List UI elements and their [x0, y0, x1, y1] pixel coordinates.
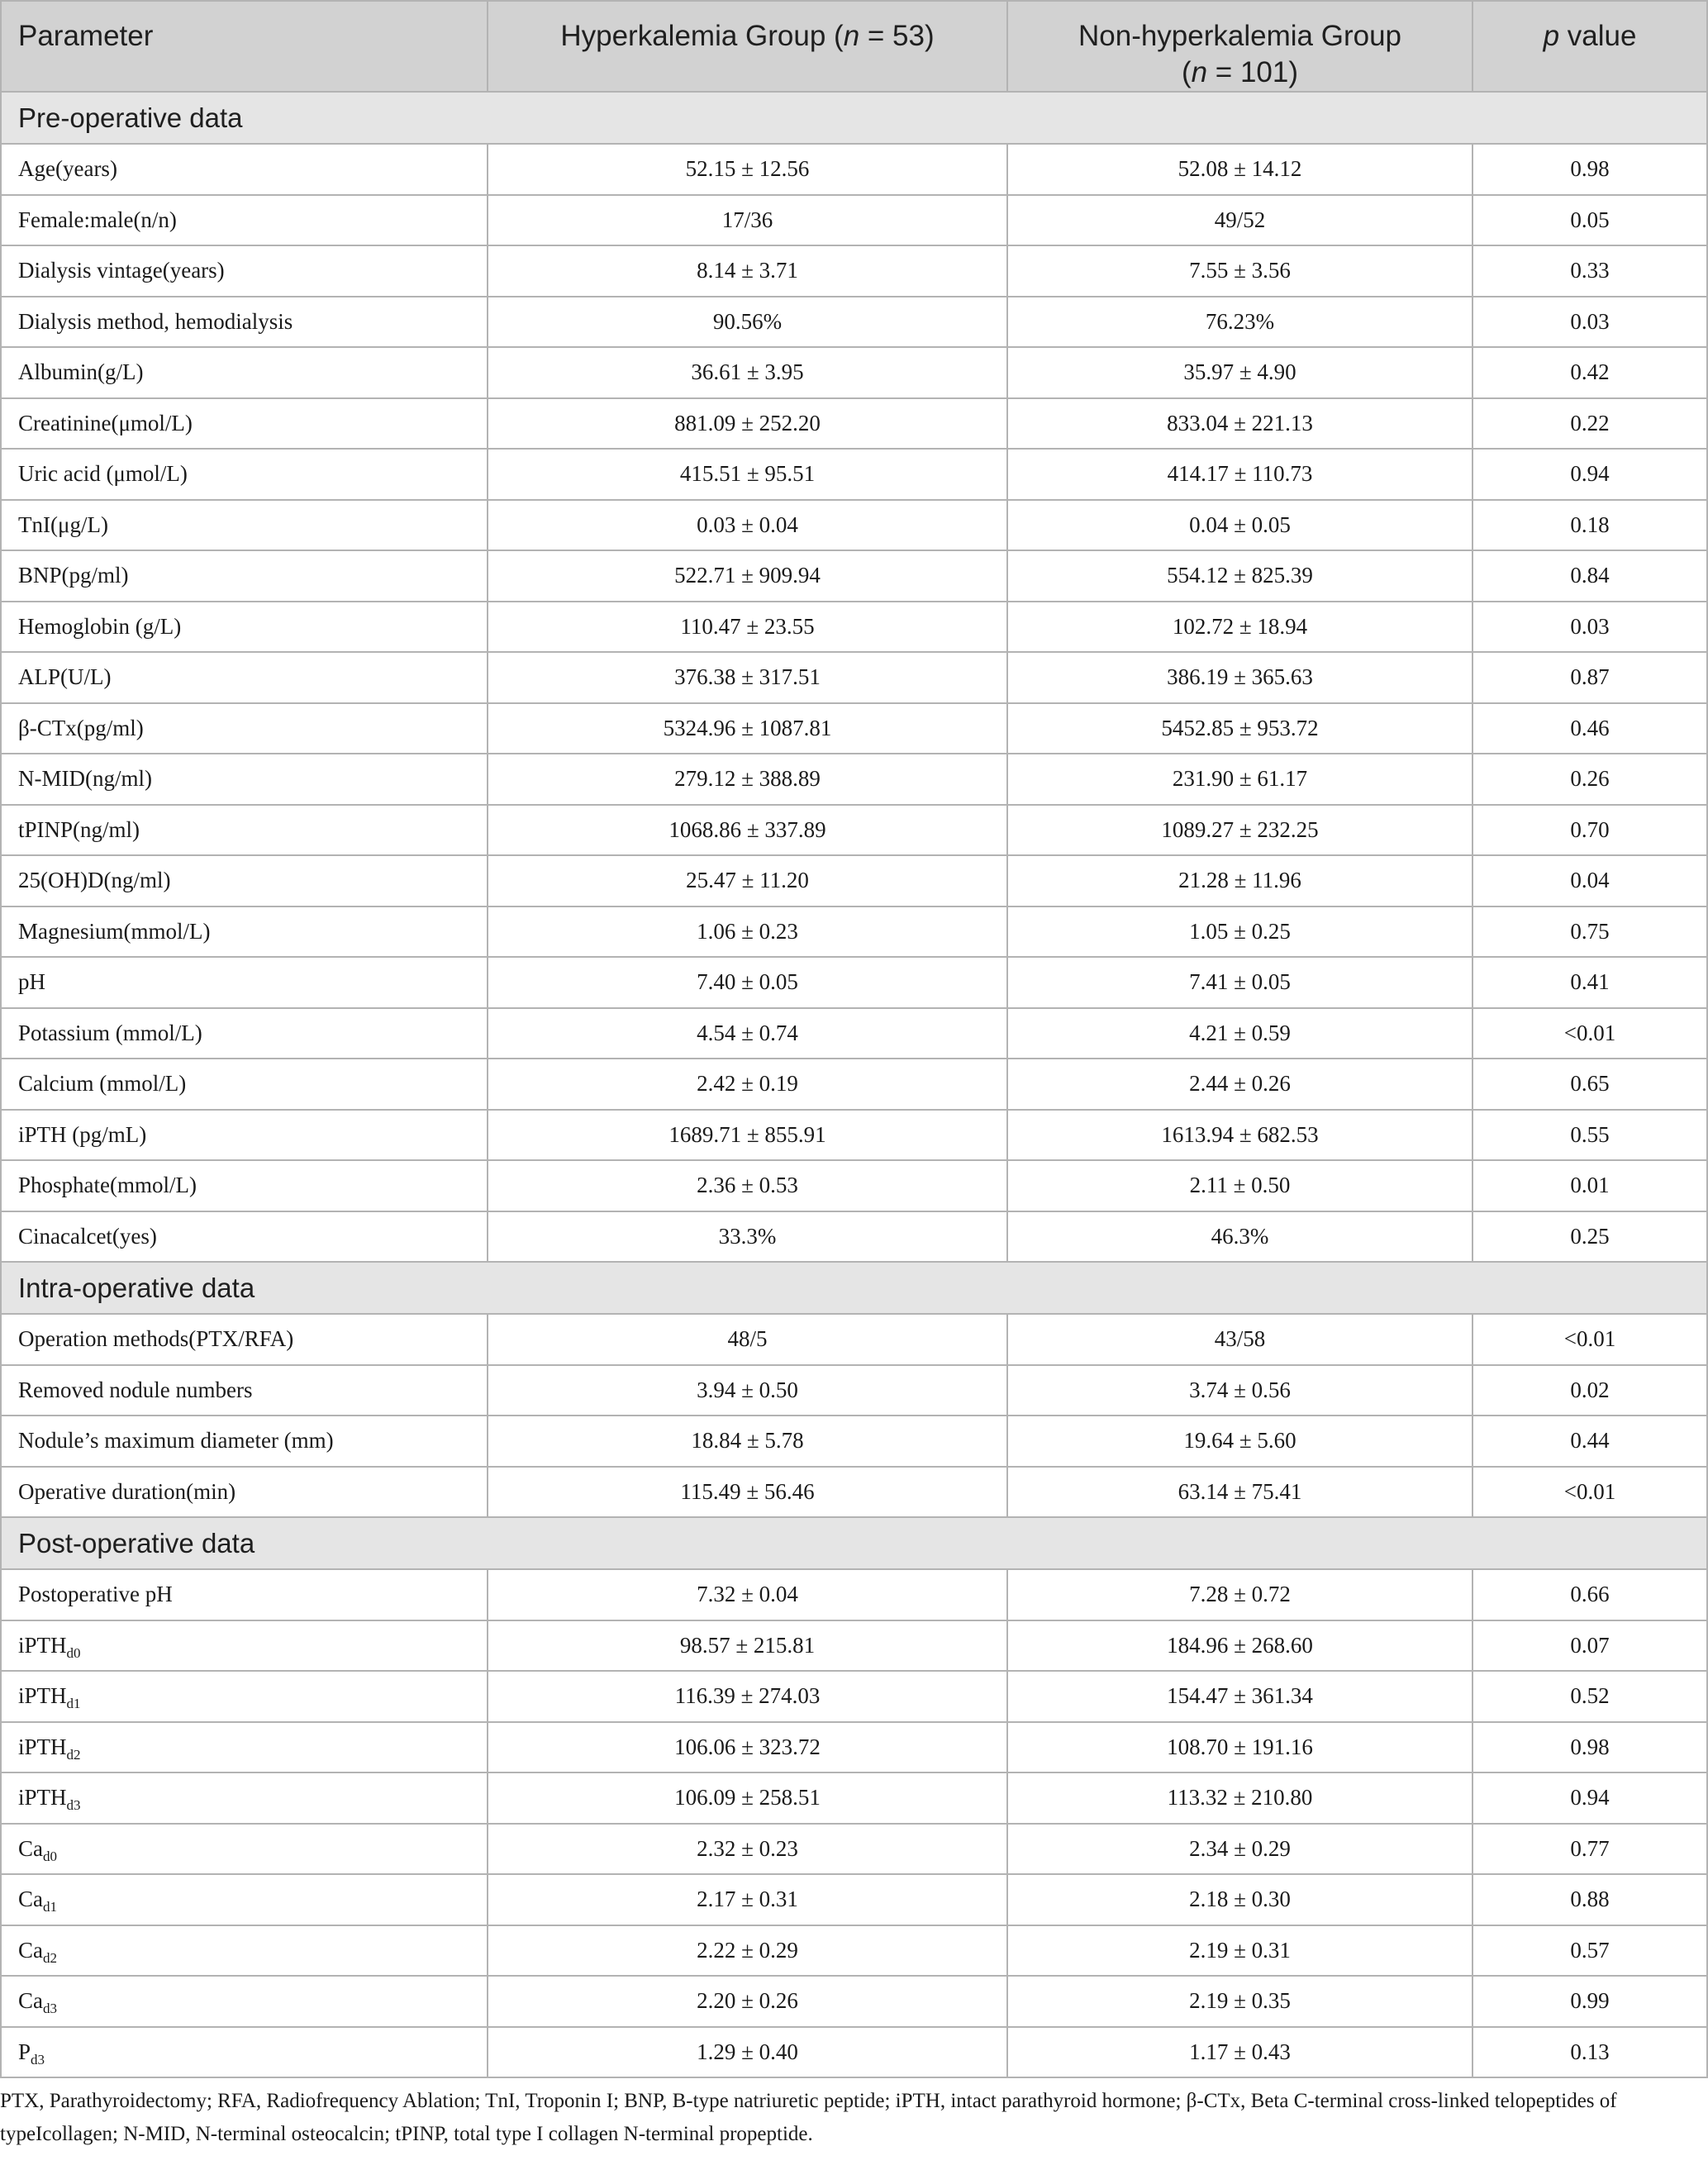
p-value-cell: 0.02 [1472, 1365, 1707, 1416]
non-hyperkalemia-value-cell: 2.19 ± 0.31 [1007, 1925, 1472, 1977]
hyperkalemia-value-cell: 0.03 ± 0.04 [488, 500, 1007, 551]
p-value-cell: 0.66 [1472, 1569, 1707, 1620]
parameter-name: N-MID(ng/ml) [18, 766, 152, 792]
non-hyperkalemia-value-cell: 113.32 ± 210.80 [1007, 1772, 1472, 1824]
hyperkalemia-value-cell: 7.40 ± 0.05 [488, 957, 1007, 1008]
non-hyperkalemia-value-cell: 63.14 ± 75.41 [1007, 1467, 1472, 1518]
p-value-cell: 0.44 [1472, 1416, 1707, 1467]
p-value-cell: 0.01 [1472, 1160, 1707, 1211]
parameter-name: β-CTx(pg/ml) [18, 715, 144, 740]
parameter-name: Ca [18, 1937, 43, 1963]
table-row [1, 245, 1707, 297]
parameter-cell [1, 957, 488, 1008]
header-nonhyper-prefix: ( [1181, 56, 1192, 88]
table-row [1, 1467, 1707, 1518]
non-hyperkalemia-value-cell: 19.64 ± 5.60 [1007, 1416, 1472, 1467]
section-header-row [1, 92, 1707, 144]
header-p-symbol: p [1543, 20, 1560, 52]
hyperkalemia-value-cell: 90.56% [488, 297, 1007, 348]
parameter-cell [1, 1620, 488, 1672]
p-value-cell: 0.03 [1472, 297, 1707, 348]
table-row [1, 1824, 1707, 1875]
non-hyperkalemia-value-cell: 21.28 ± 11.96 [1007, 855, 1472, 906]
parameter-name: Female:male(n/n) [18, 207, 177, 232]
non-hyperkalemia-value-cell: 1613.94 ± 682.53 [1007, 1110, 1472, 1161]
hyperkalemia-value-cell: 881.09 ± 252.20 [488, 398, 1007, 450]
table-row [1, 1059, 1707, 1110]
header-hyperkalemia-group [488, 1, 1007, 92]
parameter-cell [1, 1365, 488, 1416]
parameter-cell [1, 1925, 488, 1977]
header-p-value [1472, 1, 1707, 92]
parameter-cell [1, 1314, 488, 1365]
parameter-cell [1, 347, 488, 398]
parameter-cell [1, 1772, 488, 1824]
hyperkalemia-value-cell: 25.47 ± 11.20 [488, 855, 1007, 906]
p-value-cell: 0.18 [1472, 500, 1707, 551]
table-body [1, 92, 1707, 2077]
p-value-cell: <0.01 [1472, 1008, 1707, 1059]
non-hyperkalemia-value-cell: 7.55 ± 3.56 [1007, 245, 1472, 297]
parameter-cell [1, 1722, 488, 1773]
parameter-cell [1, 652, 488, 703]
parameter-name: TnI(μg/L) [18, 512, 108, 537]
non-hyperkalemia-value-cell: 554.12 ± 825.39 [1007, 550, 1472, 602]
hyperkalemia-value-cell: 1068.86 ± 337.89 [488, 805, 1007, 856]
hyperkalemia-value-cell: 1.06 ± 0.23 [488, 906, 1007, 958]
hyperkalemia-value-cell: 279.12 ± 388.89 [488, 754, 1007, 805]
parameter-cell [1, 195, 488, 246]
hyperkalemia-value-cell: 522.71 ± 909.94 [488, 550, 1007, 602]
p-value-cell: 0.26 [1472, 754, 1707, 805]
parameter-subscript: d3 [43, 2001, 57, 2017]
parameter-name: Ca [18, 1835, 43, 1861]
p-value-cell: 0.04 [1472, 855, 1707, 906]
parameter-subscript: d2 [66, 1746, 81, 1763]
hyperkalemia-value-cell: 2.42 ± 0.19 [488, 1059, 1007, 1110]
section-header-row [1, 1517, 1707, 1569]
p-value-cell: 0.05 [1472, 195, 1707, 246]
table-footnote: PTX, Parathyroidectomy; RFA, Radiofrequency Ablation; TnI, Troponin I; BNP, B-type natriuretic peptide; iPTH, intact parathyroid hormone; β-CTx, Beta C-terminal cross-linked telopeptides of typeIcollagen; N-MID, N-terminal osteocalcin; tPINP, total type I collagen N-terminal propeptide. [0, 2090, 1617, 2145]
parameter-name: Creatinine(μmol/L) [18, 410, 193, 435]
header-p-suffix: value [1559, 20, 1637, 52]
hyperkalemia-value-cell: 2.20 ± 0.26 [488, 1976, 1007, 2027]
parameter-cell [1, 1110, 488, 1161]
parameter-cell [1, 1160, 488, 1211]
non-hyperkalemia-value-cell: 4.21 ± 0.59 [1007, 1008, 1472, 1059]
p-value-cell: 0.98 [1472, 1722, 1707, 1773]
parameter-subscript: d1 [66, 1696, 81, 1712]
parameter-cell [1, 754, 488, 805]
parameter-cell [1, 1008, 488, 1059]
table-row [1, 195, 1707, 246]
parameter-subscript: d0 [66, 1644, 81, 1661]
hyperkalemia-value-cell: 8.14 ± 3.71 [488, 245, 1007, 297]
section-title: Post-operative data [1, 1517, 1707, 1569]
parameter-cell [1, 703, 488, 754]
table-row [1, 1671, 1707, 1722]
hyperkalemia-value-cell: 110.47 ± 23.55 [488, 602, 1007, 653]
p-value-cell: 0.57 [1472, 1925, 1707, 1977]
parameter-name: Albumin(g/L) [18, 359, 144, 385]
parameter-name: Uric acid (μmol/L) [18, 461, 188, 487]
header-hyper-prefix: Hyperkalemia Group ( [560, 20, 844, 52]
non-hyperkalemia-value-cell: 833.04 ± 221.13 [1007, 398, 1472, 450]
parameter-name: Ca [18, 1988, 43, 2014]
hyperkalemia-value-cell: 33.3% [488, 1211, 1007, 1263]
header-parameter [1, 1, 488, 92]
hyperkalemia-value-cell: 415.51 ± 95.51 [488, 449, 1007, 500]
parameter-cell [1, 144, 488, 195]
non-hyperkalemia-value-cell: 2.18 ± 0.30 [1007, 1874, 1472, 1925]
parameter-name: 25(OH)D(ng/ml) [18, 868, 171, 893]
parameter-subscript: d2 [43, 1949, 57, 1966]
table-row [1, 1416, 1707, 1467]
parameter-name: Nodule’s maximum diameter (mm) [18, 1428, 334, 1454]
table-row [1, 1976, 1707, 2027]
p-value-cell: 0.84 [1472, 550, 1707, 602]
parameter-name: Phosphate(mmol/L) [18, 1173, 197, 1198]
header-nonhyper-line1: Non-hyperkalemia Group [1078, 20, 1401, 52]
parameter-cell [1, 906, 488, 958]
non-hyperkalemia-value-cell: 35.97 ± 4.90 [1007, 347, 1472, 398]
table-row [1, 1365, 1707, 1416]
parameter-name: iPTH [18, 1632, 67, 1658]
p-value-cell: 0.77 [1472, 1824, 1707, 1875]
non-hyperkalemia-value-cell: 1.17 ± 0.43 [1007, 2027, 1472, 2078]
parameter-cell [1, 1416, 488, 1467]
hyperkalemia-value-cell: 1.29 ± 0.40 [488, 2027, 1007, 2078]
p-value-cell: 0.41 [1472, 957, 1707, 1008]
non-hyperkalemia-value-cell: 7.41 ± 0.05 [1007, 957, 1472, 1008]
p-value-cell: 0.94 [1472, 449, 1707, 500]
parameter-subscript: d3 [31, 2051, 45, 2067]
non-hyperkalemia-value-cell: 43/58 [1007, 1314, 1472, 1365]
p-value-cell: 0.87 [1472, 652, 1707, 703]
parameter-name: iPTH [18, 1785, 67, 1811]
parameter-name: Dialysis vintage(years) [18, 258, 225, 283]
non-hyperkalemia-value-cell: 2.19 ± 0.35 [1007, 1976, 1472, 2027]
hyperkalemia-value-cell: 106.06 ± 323.72 [488, 1722, 1007, 1773]
table-row [1, 1874, 1707, 1925]
parameter-cell [1, 1569, 488, 1620]
p-value-cell: 0.22 [1472, 398, 1707, 450]
p-value-cell: <0.01 [1472, 1467, 1707, 1518]
hyperkalemia-value-cell: 1689.71 ± 855.91 [488, 1110, 1007, 1161]
parameter-cell [1, 1059, 488, 1110]
table-row [1, 347, 1707, 398]
parameter-cell [1, 550, 488, 602]
parameter-cell [1, 245, 488, 297]
hyperkalemia-value-cell: 36.61 ± 3.95 [488, 347, 1007, 398]
hyperkalemia-value-cell: 376.38 ± 317.51 [488, 652, 1007, 703]
parameter-subscript: d0 [43, 1848, 57, 1864]
p-value-cell: 0.52 [1472, 1671, 1707, 1722]
parameter-cell [1, 1467, 488, 1518]
non-hyperkalemia-value-cell: 3.74 ± 0.56 [1007, 1365, 1472, 1416]
non-hyperkalemia-value-cell: 52.08 ± 14.12 [1007, 144, 1472, 195]
table-row [1, 1314, 1707, 1365]
hyperkalemia-value-cell: 115.49 ± 56.46 [488, 1467, 1007, 1518]
parameter-name: Hemoglobin (g/L) [18, 613, 182, 639]
hyperkalemia-value-cell: 2.22 ± 0.29 [488, 1925, 1007, 1977]
p-value-cell: 0.55 [1472, 1110, 1707, 1161]
table-row [1, 703, 1707, 754]
table-header-row [1, 1, 1707, 92]
p-value-cell: 0.07 [1472, 1620, 1707, 1672]
section-title: Pre-operative data [1, 92, 1707, 144]
parameter-name: pH [18, 969, 45, 995]
parameter-cell [1, 805, 488, 856]
parameter-cell [1, 449, 488, 500]
parameter-name: BNP(pg/ml) [18, 563, 129, 588]
header-hyper-n-symbol: n [843, 20, 860, 52]
parameter-name: Calcium (mmol/L) [18, 1071, 187, 1097]
parameter-cell [1, 602, 488, 653]
p-value-cell: 0.25 [1472, 1211, 1707, 1263]
table-row [1, 297, 1707, 348]
non-hyperkalemia-value-cell: 184.96 ± 268.60 [1007, 1620, 1472, 1672]
parameter-cell [1, 1824, 488, 1875]
table-row [1, 957, 1707, 1008]
table-row [1, 1925, 1707, 1977]
non-hyperkalemia-value-cell: 49/52 [1007, 195, 1472, 246]
parameter-cell [1, 2027, 488, 2078]
hyperkalemia-value-cell: 106.09 ± 258.51 [488, 1772, 1007, 1824]
parameter-cell [1, 1211, 488, 1263]
table-row [1, 855, 1707, 906]
hyperkalemia-value-cell: 3.94 ± 0.50 [488, 1365, 1007, 1416]
hyperkalemia-value-cell: 2.32 ± 0.23 [488, 1824, 1007, 1875]
parameter-name: Operative duration(min) [18, 1478, 236, 1504]
parameter-name: Cinacalcet(yes) [18, 1223, 157, 1249]
parameter-cell [1, 1671, 488, 1722]
hyperkalemia-value-cell: 52.15 ± 12.56 [488, 144, 1007, 195]
parameter-cell [1, 500, 488, 551]
section-header-row [1, 1262, 1707, 1314]
table-row [1, 500, 1707, 551]
parameter-cell [1, 1874, 488, 1925]
non-hyperkalemia-value-cell: 1.05 ± 0.25 [1007, 906, 1472, 958]
parameter-name: iPTH [18, 1683, 67, 1709]
table-row [1, 398, 1707, 450]
p-value-cell: 0.13 [1472, 2027, 1707, 2078]
table-row [1, 2027, 1707, 2078]
non-hyperkalemia-value-cell: 2.44 ± 0.26 [1007, 1059, 1472, 1110]
table-row [1, 144, 1707, 195]
table-row [1, 1620, 1707, 1672]
parameter-name: ALP(U/L) [18, 664, 112, 690]
table-row [1, 1211, 1707, 1263]
p-value-cell: <0.01 [1472, 1314, 1707, 1365]
p-value-cell: 0.46 [1472, 703, 1707, 754]
non-hyperkalemia-value-cell: 2.11 ± 0.50 [1007, 1160, 1472, 1211]
non-hyperkalemia-value-cell: 46.3% [1007, 1211, 1472, 1263]
table-row [1, 1110, 1707, 1161]
table-row [1, 602, 1707, 653]
hyperkalemia-value-cell: 98.57 ± 215.81 [488, 1620, 1007, 1672]
header-non-hyperkalemia-group [1007, 1, 1472, 92]
parameter-cell [1, 297, 488, 348]
table-row [1, 1722, 1707, 1773]
p-value-cell: 0.98 [1472, 144, 1707, 195]
parameter-subscript: d1 [43, 1899, 57, 1915]
parameter-name: Operation methods(PTX/RFA) [18, 1326, 294, 1352]
table-row [1, 1008, 1707, 1059]
table-row [1, 754, 1707, 805]
non-hyperkalemia-value-cell: 76.23% [1007, 297, 1472, 348]
non-hyperkalemia-value-cell: 231.90 ± 61.17 [1007, 754, 1472, 805]
parameter-subscript: d3 [66, 1797, 81, 1814]
p-value-cell: 0.99 [1472, 1976, 1707, 2027]
non-hyperkalemia-value-cell: 0.04 ± 0.05 [1007, 500, 1472, 551]
p-value-cell: 0.88 [1472, 1874, 1707, 1925]
parameter-name: Removed nodule numbers [18, 1377, 253, 1402]
p-value-cell: 0.42 [1472, 347, 1707, 398]
table-row [1, 906, 1707, 958]
p-value-cell: 0.65 [1472, 1059, 1707, 1110]
p-value-cell: 0.94 [1472, 1772, 1707, 1824]
header-parameter-label: Parameter [18, 20, 154, 52]
non-hyperkalemia-value-cell: 5452.85 ± 953.72 [1007, 703, 1472, 754]
p-value-cell: 0.75 [1472, 906, 1707, 958]
non-hyperkalemia-value-cell: 154.47 ± 361.34 [1007, 1671, 1472, 1722]
hyperkalemia-value-cell: 2.17 ± 0.31 [488, 1874, 1007, 1925]
hyperkalemia-value-cell: 48/5 [488, 1314, 1007, 1365]
p-value-cell: 0.03 [1472, 602, 1707, 653]
parameter-cell [1, 1976, 488, 2027]
table-row [1, 1772, 1707, 1824]
table-row [1, 1569, 1707, 1620]
hyperkalemia-value-cell: 5324.96 ± 1087.81 [488, 703, 1007, 754]
hyperkalemia-value-cell: 116.39 ± 274.03 [488, 1671, 1007, 1722]
p-value-cell: 0.33 [1472, 245, 1707, 297]
parameter-cell [1, 855, 488, 906]
parameter-name: Magnesium(mmol/L) [18, 918, 211, 944]
section-title: Intra-operative data [1, 1262, 1707, 1314]
non-hyperkalemia-value-cell: 386.19 ± 365.63 [1007, 652, 1472, 703]
header-nonhyper-n-symbol: n [1191, 56, 1208, 88]
non-hyperkalemia-value-cell: 102.72 ± 18.94 [1007, 602, 1472, 653]
non-hyperkalemia-value-cell: 2.34 ± 0.29 [1007, 1824, 1472, 1875]
non-hyperkalemia-value-cell: 108.70 ± 191.16 [1007, 1722, 1472, 1773]
table-row [1, 652, 1707, 703]
hyperkalemia-value-cell: 18.84 ± 5.78 [488, 1416, 1007, 1467]
parameter-name: iPTH (pg/mL) [18, 1121, 147, 1147]
non-hyperkalemia-value-cell: 7.28 ± 0.72 [1007, 1569, 1472, 1620]
hyperkalemia-value-cell: 7.32 ± 0.04 [488, 1569, 1007, 1620]
parameter-name: Ca [18, 1887, 43, 1912]
hyperkalemia-value-cell: 2.36 ± 0.53 [488, 1160, 1007, 1211]
header-nonhyper-suffix: = 101) [1207, 56, 1299, 88]
header-hyper-suffix: = 53) [859, 20, 935, 52]
parameter-name: iPTH [18, 1734, 67, 1759]
p-value-cell: 0.70 [1472, 805, 1707, 856]
non-hyperkalemia-value-cell: 414.17 ± 110.73 [1007, 449, 1472, 500]
parameter-name: Postoperative pH [18, 1582, 173, 1607]
parameter-name: tPINP(ng/ml) [18, 816, 140, 842]
parameter-name: Age(years) [18, 156, 117, 182]
table-row [1, 805, 1707, 856]
table-row [1, 550, 1707, 602]
parameter-cell [1, 398, 488, 450]
parameter-name: P [18, 2039, 31, 2064]
hyperkalemia-value-cell: 4.54 ± 0.74 [488, 1008, 1007, 1059]
non-hyperkalemia-value-cell: 1089.27 ± 232.25 [1007, 805, 1472, 856]
hyperkalemia-value-cell: 17/36 [488, 195, 1007, 246]
table-row [1, 449, 1707, 500]
parameter-name: Potassium (mmol/L) [18, 1020, 202, 1045]
parameter-name: Dialysis method, hemodialysis [18, 308, 293, 334]
table-row [1, 1160, 1707, 1211]
